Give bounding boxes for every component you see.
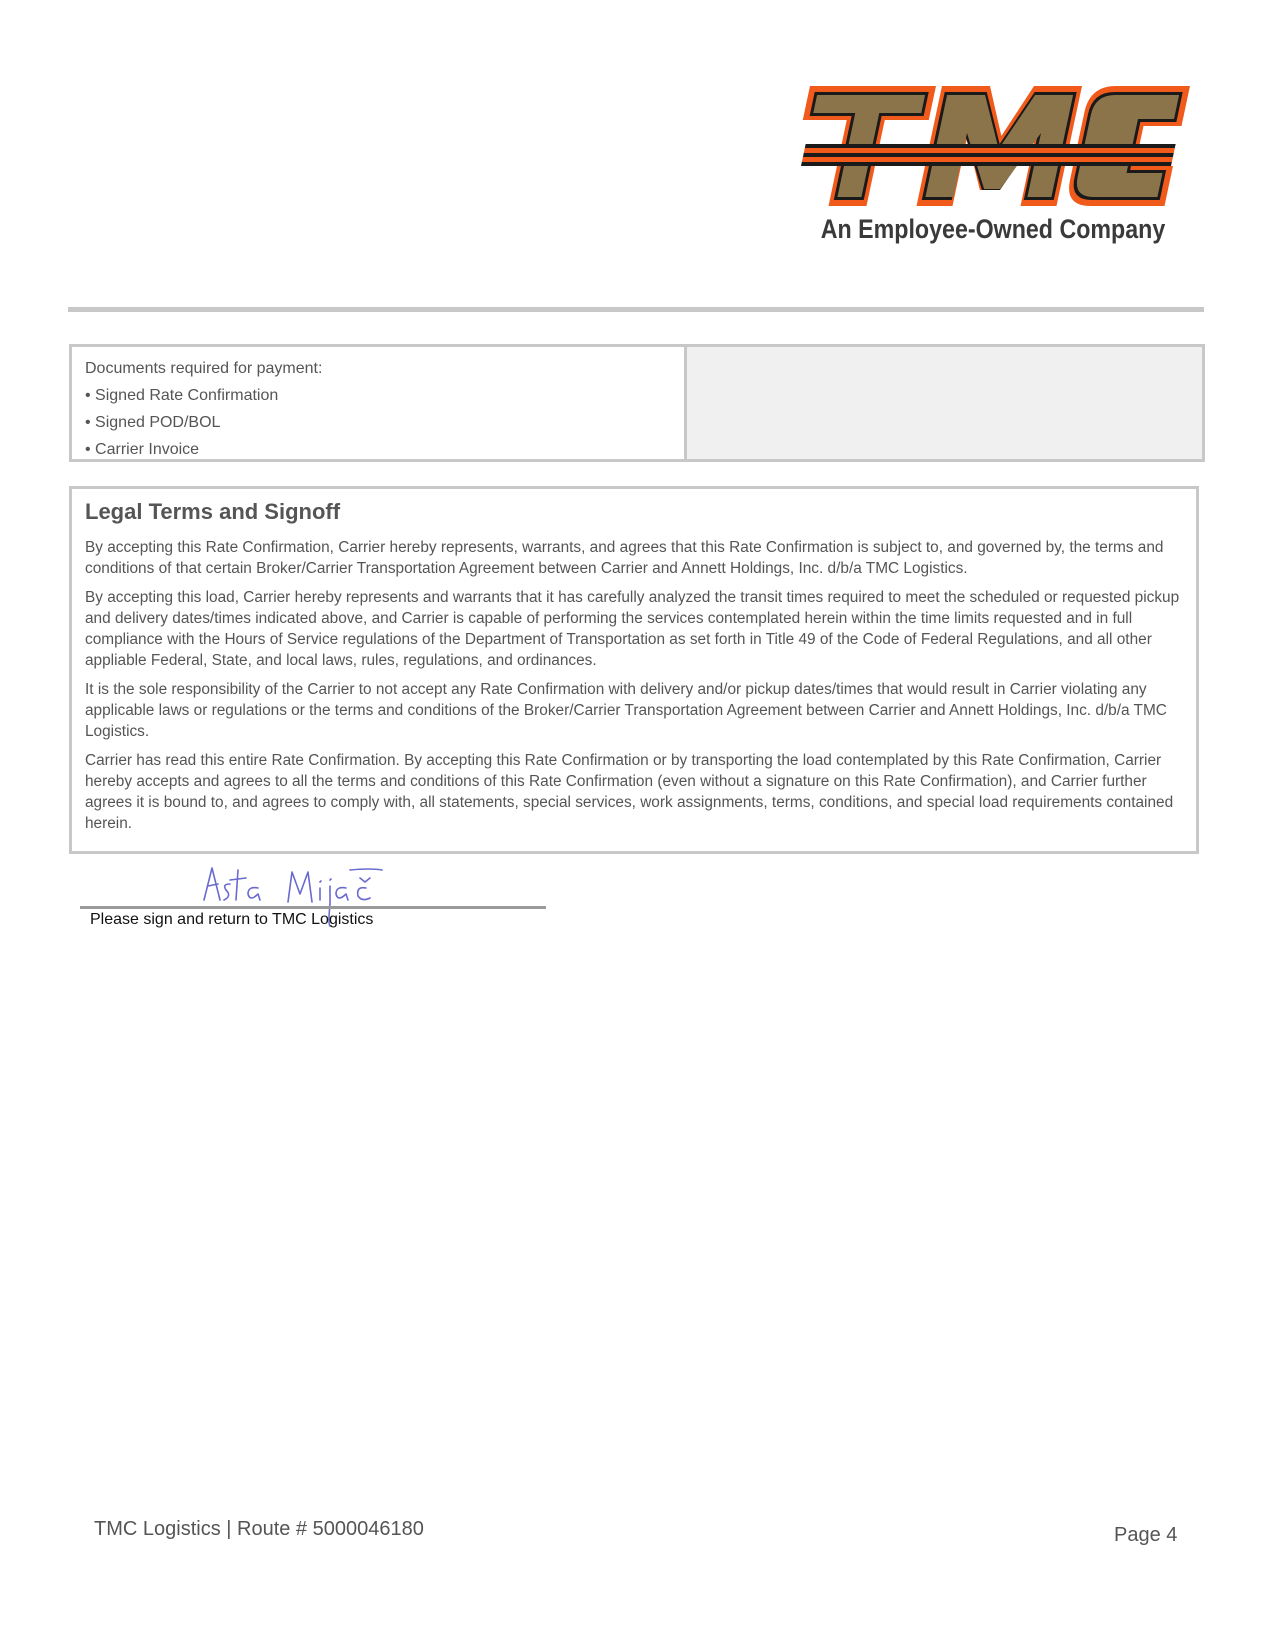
empty-panel <box>687 347 1202 459</box>
header-divider <box>68 307 1204 312</box>
tmc-logo-mark <box>788 86 1198 211</box>
tmc-logo <box>788 86 1198 256</box>
payment-documents-box <box>69 344 1205 462</box>
payment-documents-heading: Documents required for payment: <box>85 360 323 377</box>
company-tagline: An Employee-Owned Company <box>820 214 1166 244</box>
list-item: • Carrier Invoice <box>85 441 200 458</box>
list-item: • Signed POD/BOL <box>85 414 221 431</box>
page-number: Page 4 <box>1114 1524 1178 1546</box>
list-item: • Signed Rate Confirmation <box>85 387 279 404</box>
signature-block <box>80 864 550 934</box>
payment-documents-list <box>72 347 687 459</box>
legal-terms-title: Legal Terms and Signoff <box>85 499 341 524</box>
legal-paragraph: By accepting this load, Carrier hereby represents and warrants that it has carefully analyzed the transit times required to meet the scheduled or requested pickup and delivery dates/times indicated above, and Carrier is capable of performing the services contemplated herein within the time limits requested and in full compliance with the Hours of Service regulations of the Department of Transportation as set forth in Title 49 of the Code of Federal Regulations, and all other appliable Federal, State, and local laws, rules, regulations, and ordinances. <box>85 589 1180 669</box>
footer-route: TMC Logistics | Route # 5000046180 <box>94 1518 424 1540</box>
legal-paragraph: It is the sole responsibility of the Carrier to not accept any Rate Confirmation with delivery and/or pickup dates/times that would result in Carrier violating any applicable laws or regulations or the terms and conditions of the Broker/Carrier Transportation Agreement between Carrier and Annett Holdings, Inc. d/b/a TMC Logistics. <box>85 681 1167 740</box>
legal-paragraph: Carrier has read this entire Rate Confirmation. By accepting this Rate Confirmation or by transporting the load contemplated by this Rate Confirmation, Carrier hereby accepts and agrees to all the terms and conditions of this Rate Confirmation (even without a signature on this Rate Confirmation), and Carrier further agrees it is bound to, and agrees to comply with, all statements, special services, work assignments, terms, conditions, and special load requirements contained herein. <box>85 752 1174 832</box>
legal-terms-box <box>69 486 1199 854</box>
legal-paragraph: By accepting this Rate Confirmation, Carrier hereby represents, warrants, and agrees that this Rate Confirmation is subject to, and governed by, the terms and conditions of that certain Broker/Carrier Transportation Agreement between Carrier and Annett Holdings, Inc. d/b/a TMC Logistics. <box>85 539 1164 577</box>
signature-caption: Please sign and return to TMC Logistics <box>90 911 374 928</box>
signature-line <box>80 906 546 909</box>
